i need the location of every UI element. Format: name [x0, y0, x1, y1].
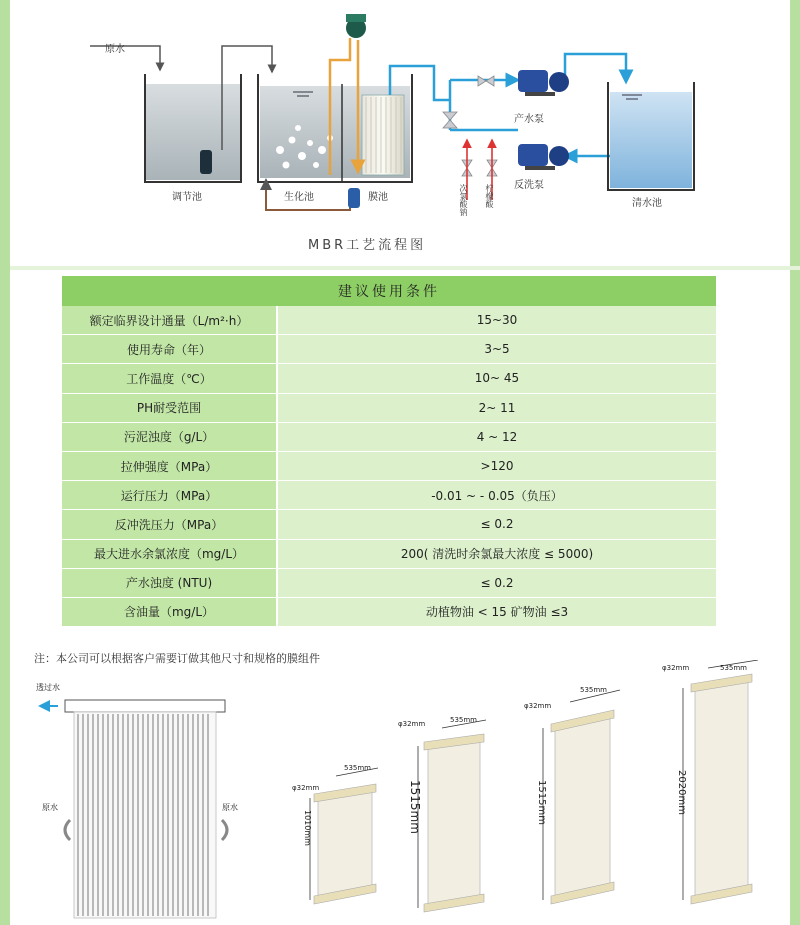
- table-header: 建议使用条件: [62, 276, 716, 306]
- row-value: 动植物油 < 15 矿物油 ≤3: [277, 597, 716, 626]
- width-label-1: 535mm: [344, 764, 371, 772]
- adjust-tank-water: [145, 84, 241, 180]
- row-key: 拉伸强度（MPa）: [62, 451, 277, 480]
- row-key: PH耐受范围: [62, 393, 277, 422]
- module-2020: [683, 660, 758, 904]
- flow-diagram-title: MBR工艺流程图: [308, 238, 427, 253]
- table-row: [62, 597, 716, 626]
- section-divider: [10, 266, 800, 270]
- raw-water-left-label: 原水: [42, 803, 58, 812]
- module-1515-a: [418, 720, 486, 912]
- sludge-pump-icon: [348, 188, 360, 208]
- phi-label-3: φ32mm: [524, 702, 552, 710]
- phi-label-4: φ32mm: [662, 664, 690, 672]
- height-label-2: 1515mm: [408, 780, 422, 834]
- row-key: 最大进水余氯浓度（mg/L）: [62, 539, 277, 568]
- height-label-4: 2020mm: [676, 770, 687, 815]
- table-body: [62, 306, 716, 627]
- flow-diagram-graphic: [10, 0, 790, 262]
- row-key: 污泥浊度（g/L）: [62, 422, 277, 451]
- row-value: 200( 清洗时余氯最大浓度 ≤ 5000): [277, 539, 716, 568]
- row-key: 运行压力（MPa）: [62, 481, 277, 510]
- raw-water-pipe: [90, 46, 160, 70]
- large-membrane-module: [65, 700, 225, 918]
- height-label-3: 1515mm: [536, 780, 547, 825]
- table-row: [62, 568, 716, 597]
- module-1010: [310, 768, 378, 904]
- adjust-tank-label: 调节池: [172, 192, 202, 203]
- width-label-4: 535mm: [720, 664, 747, 672]
- membrane-module-sizes: [10, 660, 790, 925]
- phi-label-1: φ32mm: [292, 784, 320, 792]
- page-content: [10, 0, 790, 925]
- row-value: -0.01 ~ - 0.05（负压）: [277, 481, 716, 510]
- membrane-module-icon: [362, 95, 404, 175]
- row-key: 使用寿命（年）: [62, 335, 277, 364]
- raw-water-label: 原水: [105, 44, 125, 55]
- row-key: 产水浊度 (NTU): [62, 568, 277, 597]
- table-row: [62, 451, 716, 480]
- width-label-3: 535mm: [580, 686, 607, 694]
- row-key: 工作温度（℃）: [62, 364, 277, 393]
- hypochlorite-label: 次氯酸钠: [459, 184, 468, 216]
- clean-tank-label: 清水池: [632, 198, 662, 209]
- row-value: 3~5: [277, 335, 716, 364]
- membrane-tank-label: 膜池: [368, 192, 388, 203]
- permeate-label: 透过水: [36, 683, 60, 692]
- row-value: 15~30: [277, 306, 716, 335]
- row-value: ≤ 0.2: [277, 568, 716, 597]
- row-value: 10~ 45: [277, 364, 716, 393]
- citric-acid-label: 柠檬酸: [485, 184, 494, 208]
- product-water-pipe: [565, 54, 626, 82]
- table-row: [62, 422, 716, 451]
- row-key: 额定临界设计通量（L/m²·h）: [62, 306, 277, 335]
- custom-size-note: 注：本公司可以根据客户需要订做其他尺寸和规格的膜组件: [34, 652, 320, 665]
- mbr-flow-diagram: [10, 0, 790, 262]
- table-row: [62, 364, 716, 393]
- table-row: [62, 306, 716, 335]
- row-key: 含油量（mg/L）: [62, 597, 277, 626]
- row-value: ≤ 0.2: [277, 510, 716, 539]
- table-row: [62, 335, 716, 364]
- submersible-pump-icon: [200, 150, 212, 174]
- bio-tank-label: 生化池: [284, 192, 314, 203]
- row-value: 2~ 11: [277, 393, 716, 422]
- row-value: 4 ~ 12: [277, 422, 716, 451]
- phi-label-2: φ32mm: [398, 720, 426, 728]
- usage-conditions-table: [62, 276, 716, 627]
- raw-water-right-label: 原水: [222, 803, 238, 812]
- backwash-pump-icon: [518, 144, 569, 170]
- row-value: >120: [277, 451, 716, 480]
- production-pump-label: 产水泵: [514, 114, 544, 125]
- membrane-modules-graphic: [10, 660, 790, 925]
- table-row: [62, 539, 716, 568]
- module-1515-b: [543, 690, 620, 904]
- table-row: [62, 481, 716, 510]
- table-row: [62, 393, 716, 422]
- height-label-1: 1010mm: [303, 810, 312, 846]
- backwash-pump-label: 反洗泵: [514, 180, 544, 191]
- clean-tank-water: [610, 92, 692, 188]
- row-key: 反冲洗压力（MPa）: [62, 510, 277, 539]
- table-row: [62, 510, 716, 539]
- production-pump-icon: [518, 70, 569, 96]
- width-label-2: 535mm: [450, 716, 477, 724]
